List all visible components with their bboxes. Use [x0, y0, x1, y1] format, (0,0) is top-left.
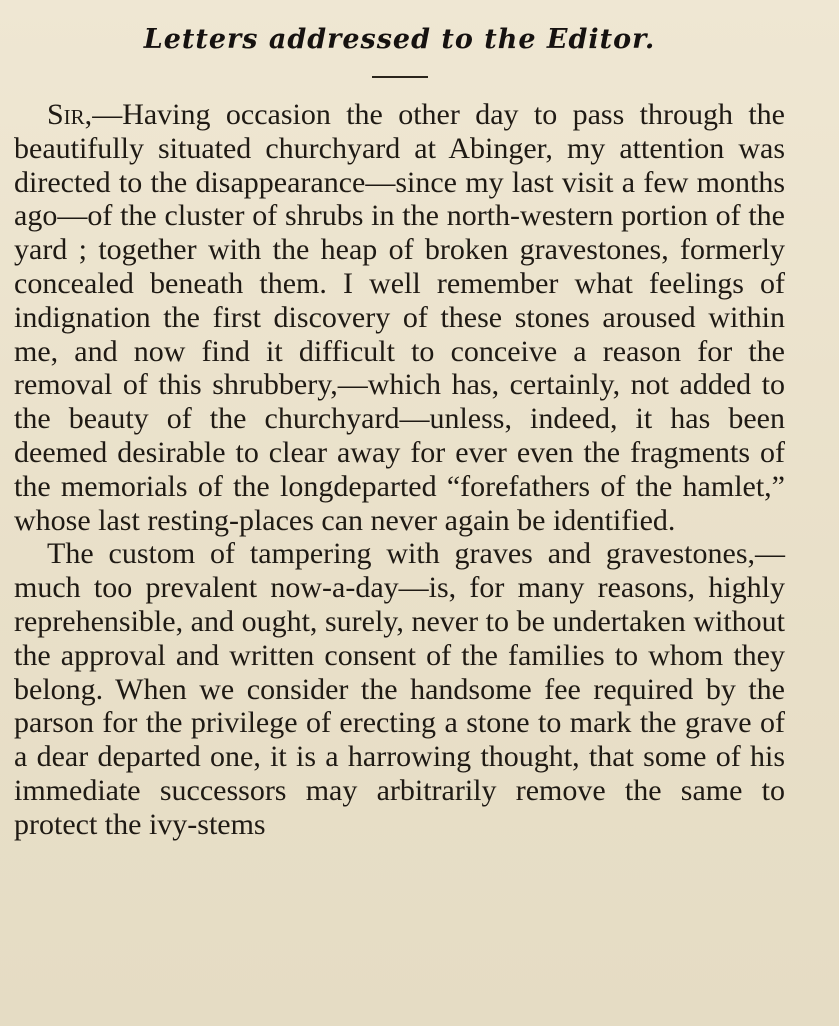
letter-salutation: Sir, [47, 98, 93, 131]
paragraph-2-text: The custom of tampering with graves and gravestones,—much too prevalent now-a-day—is, for many reasons, highly reprehensible, and ought, surely, never to be undertaken without the approval and written consent of the families to whom they belong. When we consider the handsome fee required by the parson for the privilege of erecting a stone to mark the grave of a dear departed one, it is a harrowing thought, that some of his immediate successors may arbitrarily remove the same to protect the ivy-stems [14, 537, 785, 841]
letters-heading: Letters addressed to the Editor. [143, 24, 656, 55]
letter-paragraph-1 [14, 98, 785, 537]
letter-paragraph-2 [14, 537, 785, 841]
paragraph-1-text: —Having occasion the other day to pass through the beautifully situated churchyard at Abinger, my attention was directed to the disappearance—since my last visit a few months ago—of the cluster of shrubs in the north-western portion of the yard ; together with the heap of broken gravestones, formerly concealed beneath them. I well remember what feelings of indignation the first discovery of these stones aroused within me, and now find it difficult to conceive a reason for the removal of this shrubbery,—which has, certainly, not added to the beauty of the churchyard—unless, indeed, it has been deemed desirable to clear away for ever even the fragments of the memorials of the longdeparted “forefathers of the hamlet,” whose last resting-places can never again be identified. [14, 98, 785, 537]
letter-body [14, 98, 785, 842]
heading-rule [372, 76, 428, 78]
